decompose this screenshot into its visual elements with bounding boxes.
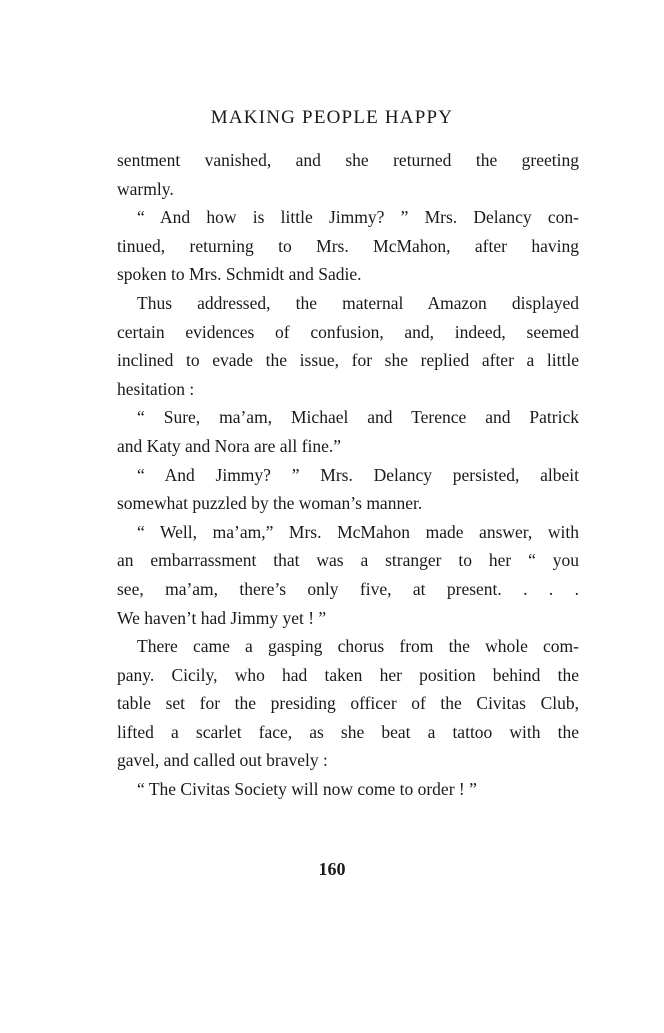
text-line: “ And how is little Jimmy? ” Mrs. Delancy con- — [137, 207, 579, 228]
text-line: We haven’t had Jimmy yet ! ” — [117, 607, 327, 628]
text-line: an embarrassment that was a stranger to her “ you — [117, 550, 579, 571]
text-line: sentment vanished, and she returned the greeting — [117, 150, 579, 170]
text-line: “ The Civitas Society will now come to order ! ” — [137, 779, 477, 800]
text-line: gavel, and called out bravely : — [117, 750, 328, 771]
text-line: inclined to evade the issue, for she replied after a little — [117, 350, 579, 371]
text-line: “ Well, ma’am,” Mrs. McMahon made answer, with — [137, 521, 579, 542]
text-line: tinued, returning to Mrs. McMahon, after having — [117, 235, 579, 256]
text-line: “ Sure, ma’am, Michael and Terence and Patrick — [137, 407, 579, 428]
text-line: see, ma’am, there’s only five, at present. . . . — [117, 578, 579, 599]
body-text — [117, 146, 579, 804]
text-line: lifted a scarlet face, as she beat a tattoo with the — [117, 721, 579, 742]
text-line: and Katy and Nora are all fine.” — [117, 435, 341, 456]
text-line: “ And Jimmy? ” Mrs. Delancy persisted, albeit — [137, 464, 579, 485]
page-number: 160 — [318, 859, 346, 879]
text-line: pany. Cicily, who had taken her position behind the — [117, 664, 579, 685]
text-line: somewhat puzzled by the woman’s manner. — [117, 493, 423, 514]
text-line: certain evidences of confusion, and, indeed, seemed — [117, 321, 579, 342]
text-line: Thus addressed, the maternal Amazon displayed — [137, 292, 579, 313]
running-head: MAKING PEOPLE HAPPY — [210, 107, 454, 128]
text-line: There came a gasping chorus from the whole com- — [137, 636, 579, 657]
text-line: table set for the presiding officer of the Civitas Club, — [117, 693, 579, 714]
text-line: spoken to Mrs. Schmidt and Sadie. — [117, 264, 362, 285]
text-line: hesitation : — [117, 378, 195, 399]
text-line: warmly. — [117, 178, 174, 199]
